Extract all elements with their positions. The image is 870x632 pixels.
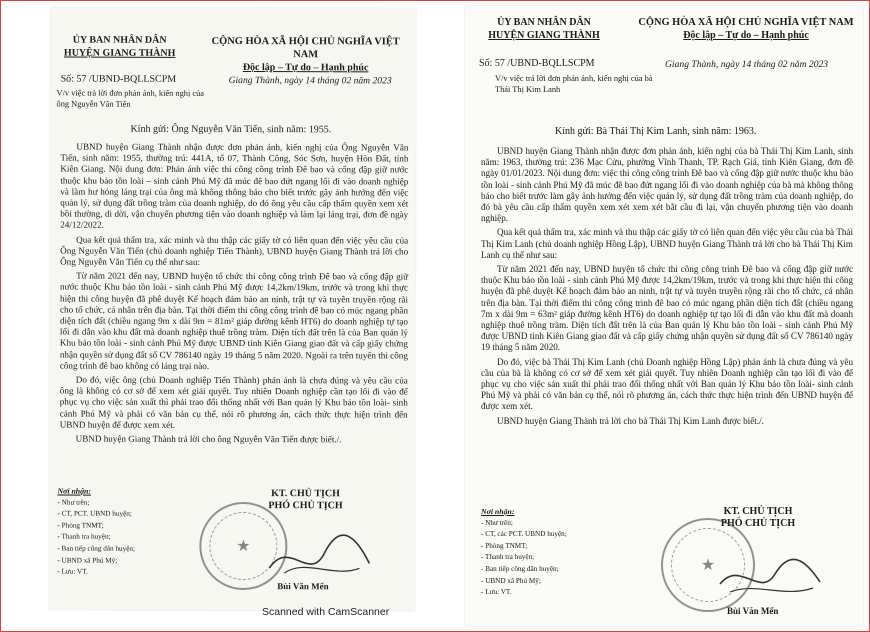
reference-number: Số: 57 /UBND-BQLLSCPM — [479, 58, 595, 69]
paragraph-3: Từ năm 2021 đến nay, UBND huyện tổ chức thi công công trình Đê bao và cống đập giữ nước thuộc Khu bảo tồn loài - sinh cảnh Phú Mỹ được 14,2km/19km, trước và trong khi thực hiện thi công huyện đã phê duyệt Kế hoạch đảm bảo an ninh, trật tự và tuyên truyền rộng rãi cho tổ chức, cá nhân trên địa bàn. Tại thời điểm thi công công trình đê bao có múc ngang phần diện tích đất (chiều ngang 7m x dài 9m = 63m² giáp đường kênh HT6) do doanh nghiệp tự tạo lối đi dẫn vào khu đất mà doanh nghiệp thuê trồng tràm. Diện tích đất trên là của Ban quản lý Khu bảo tồn loài - sinh cảnh Phú Mỹ được UBND tỉnh Kiên Giang giao đất và cấp giấy chứng nhận quyền sử dụng đất số CV 786140 ngày 19 tháng 5 năm 2020. — [481, 264, 853, 353]
issuing-authority — [479, 16, 609, 42]
recipient-item: - Phòng TNMT; — [481, 541, 528, 550]
reference-number: Số: 57 /UBND-BQLLSCPM — [60, 73, 177, 85]
paragraph-1: UBND huyện Giang Thành nhận được đơn phản ánh, kiến nghị của Ông Nguyễn Văn Tiến, sinh năm: 1955, thường trú: 441A, tổ 07, Thành Công, Sóc Sơn, huyện Hòn Đất, tỉnh Kiên Giang. Nội dung đơn: Phản ánh việc thi công công trình Đê bao và cống đập giữ nước thuộc khu bảo tồn loài – sinh cảnh Phú Mỹ đã múc đê bao đứt ngang lối đi vào doanh nghiệp và làm hư hỏng láng trại của ông mà không thông báo cho biết trước gây ảnh hưởng đến việc quản lý, sử dụng đất trồng tràm của doanh nghiệp, do đó ông yêu cầu cấp thẩm quyền xem xét bồi thường, di dời, vận chuyển phương tiện vào doanh nghiệp và làm lại láng trại, đơn đề ngày 24/12/2022. — [60, 141, 409, 231]
authority-line-2: HUYỆN GIANG THÀNH — [63, 47, 176, 59]
signature-title-2: PHÓ CHỦ TỊCH — [720, 518, 796, 529]
letter-body — [481, 146, 853, 430]
recipient-item: - Lưu: VT. — [57, 567, 88, 576]
official-seal-icon: ★ — [199, 502, 287, 590]
recipient-item: - Lưu: VT. — [481, 588, 512, 597]
national-header — [633, 16, 859, 42]
recipient-item: - Phòng TNMT; — [57, 521, 104, 530]
salutation: Kính gửi: Bà Thái Thị Kim Lanh, sinh năm: 1963. — [555, 126, 757, 137]
subject-line: V/v việc trả lời đơn phản ánh, kiến nghị của ông Nguyễn Văn Tiến — [56, 88, 205, 109]
issue-date: Giang Thành, ngày 14 tháng 02 năm 2023 — [228, 74, 392, 87]
recipient-item: - Ban tiếp công dân huyện; — [481, 564, 559, 573]
handwritten-signature-icon — [715, 554, 825, 604]
recipient-item: - Thanh tra huyện; — [57, 532, 111, 542]
subject-line: V/v việc trả lời đơn phản ánh, kiến nghị của bà Thái Thị Kim Lanh — [495, 74, 653, 94]
right-document-page — [465, 6, 863, 626]
nation-motto: Độc lập – Tự do – Hạnh phúc — [683, 30, 809, 41]
recipient-item: - Như trên; — [481, 518, 513, 527]
signer-name: Bùi Văn Mến — [727, 606, 779, 616]
recipient-item: - CT, PCT. UBND huyện; — [57, 509, 132, 518]
recipients-list — [57, 486, 207, 579]
authority-line-1: ỦY BAN NHÂN DÂN — [497, 17, 591, 28]
recipients-title: Nơi nhận: — [57, 486, 91, 496]
letter-body — [60, 142, 409, 449]
recipient-item: - UBND xã Phú Mỹ; — [481, 576, 541, 585]
paragraph-1: UBND huyện Giang Thành nhận được đơn phản ánh, kiến nghị của bà Thái Thị Kim Lanh, sinh năm: 1963, thường trú: 236 Mạc Cửu, phường Vĩnh Thanh, TP. Rạch Giá, tỉnh Kiên Giang, đơn đề ngày 01/01/2023. Nội dung đơn: việc thi công công trình Đê bao và cống đập giữ nước thuộc khu bảo tồn loài - sinh cảnh Phú Mỹ đã múc đê bao đứt ngang lối đi vào doanh nghiệp của bà mà không thông báo cho biết trước làm gây ảnh hưởng đến việc quản lý, sử dụng đất trồng tràm của doanh nghiệp, do đó bà yêu cầu cấp thẩm quyền xem xét xem xét bắt cầu đi lại, vận chuyển phương tiện vào doanh nghiệp. — [481, 146, 853, 224]
national-header — [199, 35, 413, 75]
recipient-item: - Như trên; — [57, 498, 90, 507]
paragraph-5: UBND huyện Giang Thành trả lời cho ông Nguyễn Văn Tiến được biết./. — [75, 433, 342, 445]
paragraph-2: Qua kết quả thẩm tra, xác minh và thu thập các giấy tờ có liên quan đến việc yêu cầu của bà Thái Thị Kim Lanh (chủ doanh nghiệp Hồng Lập), UBND huyện Giang Thành trả lời cho bà Thái Thị Kim Lanh cụ thể như sau: — [481, 227, 853, 260]
recipient-item: - UBND xã Phú Mỹ; — [57, 556, 118, 565]
issue-date: Giang Thành, ngày 14 tháng 02 năm 2023 — [665, 59, 829, 70]
paragraph-5: UBND huyện Giang Thành trả lời cho bà Thái Thị Kim Lanh được biết./. — [497, 415, 764, 426]
paragraph-3: Từ năm 2021 đến nay, UBND huyện tổ chức thi công công trình Đê bao và cống đập giữ nước thuộc Khu bảo tồn loài - sinh cảnh Phú Mỹ được 14,2km/19km, trước và trong khi thực hiện thi công huyện đã phê duyệt Kế hoạch đảm bảo an ninh, trật tự và tuyên truyền rộng rãi cho tổ chức, cá nhân trên địa bàn. Tại thời điểm thi công công trình đê bao có múc ngang phần diện tích đất (chiều ngang 9m x dài 9m = 81m² giáp đường kênh HT6) do doanh nghiệp tự tạo lối đi dẫn vào khu đất mà doanh nghiệp thuê trồng tràm. Diện tích đất trên là của Ban quản lý Khu bảo tồn loài - sinh cảnh Phú Mỹ được UBND tỉnh Kiên Giang giao đất và cấp giấy chứng nhận quyền sử dụng đất số CV 786140 ngày 19 tháng 5 năm 2020. Ngoài ra trên tuyến thi công công trình đê bao không có láng trại nào. — [59, 270, 409, 371]
issuing-authority — [55, 34, 185, 60]
signature-title-1: KT. CHỦ TỊCH — [723, 506, 793, 517]
recipient-item: - CT, các PCT. UBND huyện; — [481, 530, 567, 539]
left-document-page — [49, 8, 416, 611]
nation-line-1: CỘNG HÒA XÃ HỘI CHỦ NGHĨA VIỆT NAM — [211, 35, 400, 61]
signature-title-2: PHÓ CHỦ TỊCH — [268, 500, 343, 512]
signer-name: Bùi Văn Mến — [277, 581, 329, 592]
paragraph-4: Do đó, việc ông (chủ Doanh nghiệp Tiến Thành) phản ánh là chưa đúng và yêu cầu của ông là không có cơ sở để xem xét giải quyết. Tuy nhiên Doanh nghiệp cần tạo lối đi vào để phục vụ cho việc sản xuất thì phải trao đổi thống nhất với Ban quản lý Khu bảo tồn loài- sinh cảnh Phú Mỹ và phải có văn bản cụ thể, nói rõ phương án, cách thức thực hiện trình đến UBND huyện để được xem xét. — [59, 374, 408, 430]
authority-line-2: HUYỆN GIANG THÀNH — [488, 30, 600, 41]
authority-line-1: ỦY BAN NHÂN DÂN — [72, 34, 167, 46]
paragraph-4: Do đó, việc bà Thái Thị Kim Lanh (chủ Doanh nghiệp Hồng Lập) phản ánh là chưa đúng và yêu cầu của bà là không có cơ sở để xem xét giải quyết. Tuy nhiên Doanh nghiệp cần tạo lối đi vào để phục vụ cho việc sản xuất thì phải trao đổi thống nhất với Ban quản lý Khu bảo tồn loài- sinh cảnh Phú Mỹ và phải có văn bản cụ thể, nói rõ phương án, cách thức thực hiện trình đến UBND huyện để được xem xét. — [481, 356, 853, 412]
recipients-title: Nơi nhận: — [481, 507, 515, 516]
nation-line-1: CỘNG HÒA XÃ HỘI CHỦ NGHĨA VIỆT NAM — [638, 17, 854, 28]
salutation: Kính gửi: Ông Nguyễn Văn Tiến, sinh năm: 1955. — [130, 123, 332, 136]
official-seal-icon: ★ — [661, 518, 755, 612]
signature-title-1: KT. CHỦ TỊCH — [271, 488, 340, 500]
scanner-watermark: Scanned with CamScanner — [262, 606, 390, 618]
handwritten-signature-icon — [264, 528, 374, 588]
paragraph-2: Qua kết quả thẩm tra, xác minh và thu thập các giấy tờ có liên quan đến việc yêu cầu của Ông Nguyễn Văn Tiến (chủ doanh nghiệp Tiến Thành), UBND huyện Giang Thành trả lời cho Ông Nguyễn Văn Tiến cụ thể như sau: — [60, 234, 409, 267]
recipient-item: - Thanh tra huyện; — [481, 553, 535, 562]
recipients-list — [481, 506, 631, 599]
nation-motto: Độc lập – Tự do – Hạnh phúc — [242, 62, 369, 74]
recipient-item: - Ban tiếp công dân huyện; — [57, 544, 136, 553]
